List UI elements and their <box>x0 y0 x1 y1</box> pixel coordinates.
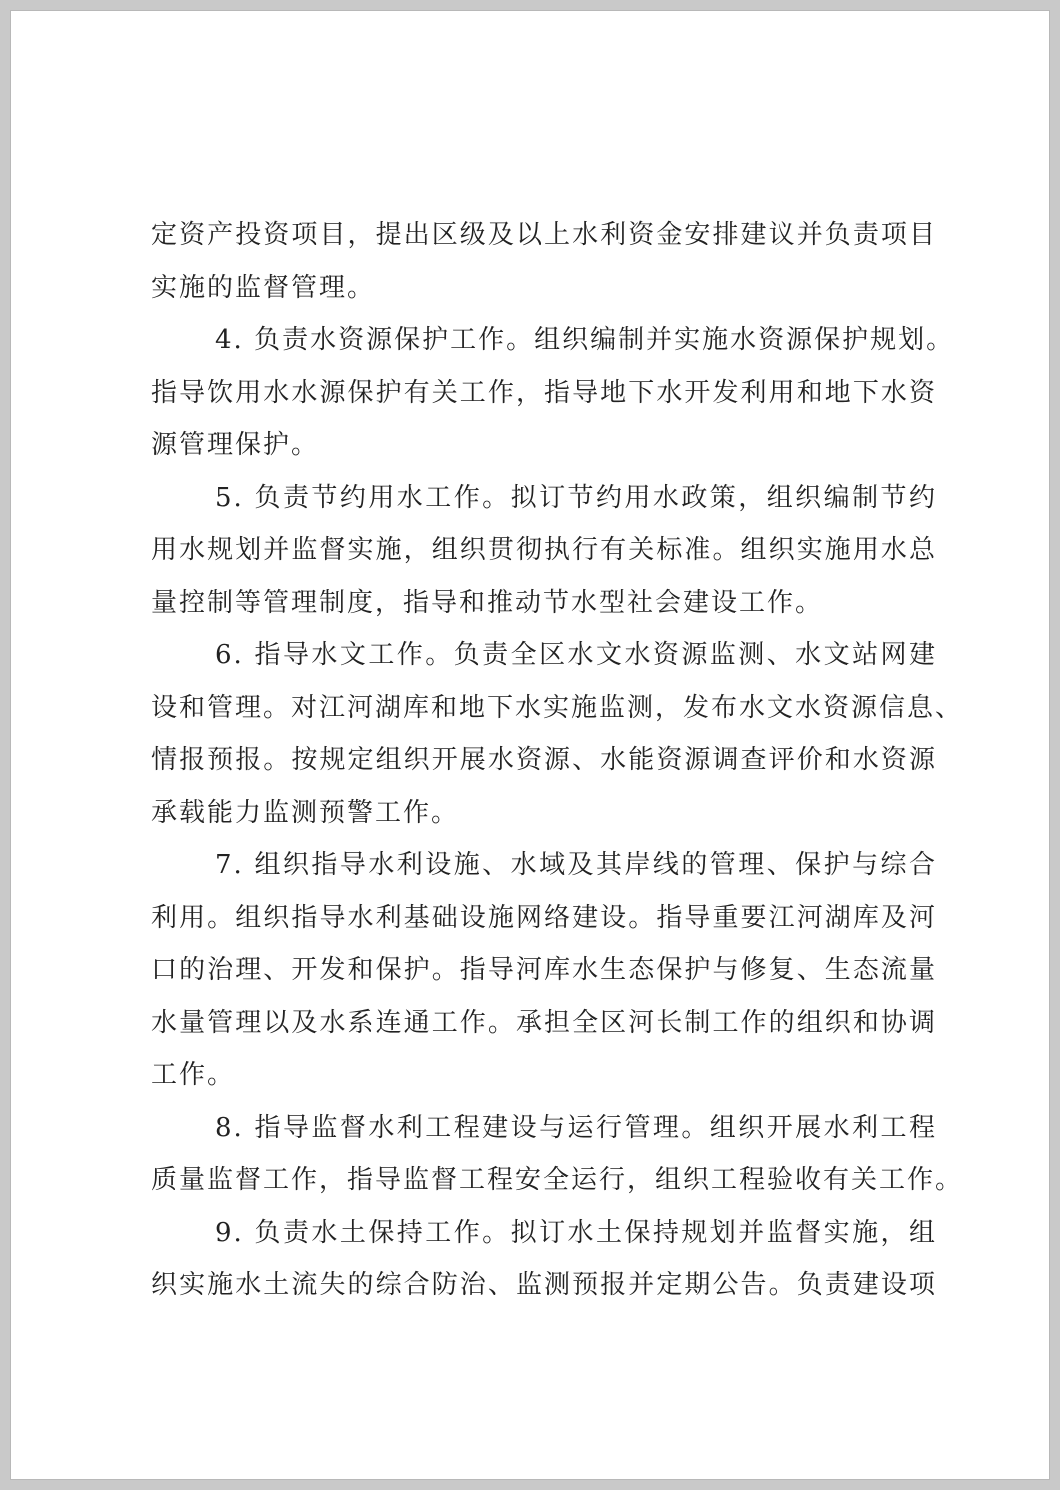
text-line: 织实施水土流失的综合防治、监测预报并定期公告。负责建设项 <box>151 1270 937 1300</box>
text-line: 质量监督工作，指导监督工程安全运行，组织工程验收有关工作。 <box>151 1165 964 1195</box>
text-line: 5. 负责节约用水工作。拟订节约用水政策，组织编制节约 <box>215 482 937 513</box>
text-line: 承载能力监测预警工作。 <box>151 797 460 828</box>
document-body <box>151 209 964 1312</box>
text-line: 水量管理以及水系连通工作。承担全区河长制工作的组织和协调 <box>151 1007 937 1038</box>
text-line: 9. 负责水土保持工作。拟订水土保持规划并监督实施，组 <box>215 1217 937 1248</box>
text-line: 量控制等管理制度，指导和推动节水型社会建设工作。 <box>151 587 824 618</box>
document-page <box>10 10 1050 1480</box>
text-line: 工作。 <box>151 1060 236 1090</box>
text-line: 7. 组织指导水利设施、水域及其岸线的管理、保护与综合 <box>215 850 937 880</box>
text-line: 指导饮用水水源保护有关工作，指导地下水开发利用和地下水资 <box>151 377 937 408</box>
text-line: 口的治理、开发和保护。指导河库水生态保护与修复、生态流量 <box>151 955 937 985</box>
text-line: 设和管理。对江河湖库和地下水实施监测，发布水文水资源信息、 <box>151 692 964 723</box>
text-line: 源管理保护。 <box>151 430 320 460</box>
text-line: 用水规划并监督实施，组织贯彻执行有关标准。组织实施用水总 <box>151 535 937 565</box>
text-line: 4. 负责水资源保护工作。组织编制并实施水资源保护规划。 <box>215 325 955 355</box>
text-line: 情报预报。按规定组织开展水资源、水能资源调查评价和水资源 <box>151 745 937 775</box>
text-line: 利用。组织指导水利基础设施网络建设。指导重要江河湖库及河 <box>151 902 937 933</box>
text-line: 实施的监督管理。 <box>151 272 376 303</box>
text-line: 定资产投资项目，提出区级及以上水利资金安排建议并负责项目 <box>151 220 937 250</box>
text-line: 6. 指导水文工作。负责全区水文水资源监测、水文站网建 <box>215 640 937 670</box>
text-line: 8. 指导监督水利工程建设与运行管理。组织开展水利工程 <box>215 1112 937 1143</box>
